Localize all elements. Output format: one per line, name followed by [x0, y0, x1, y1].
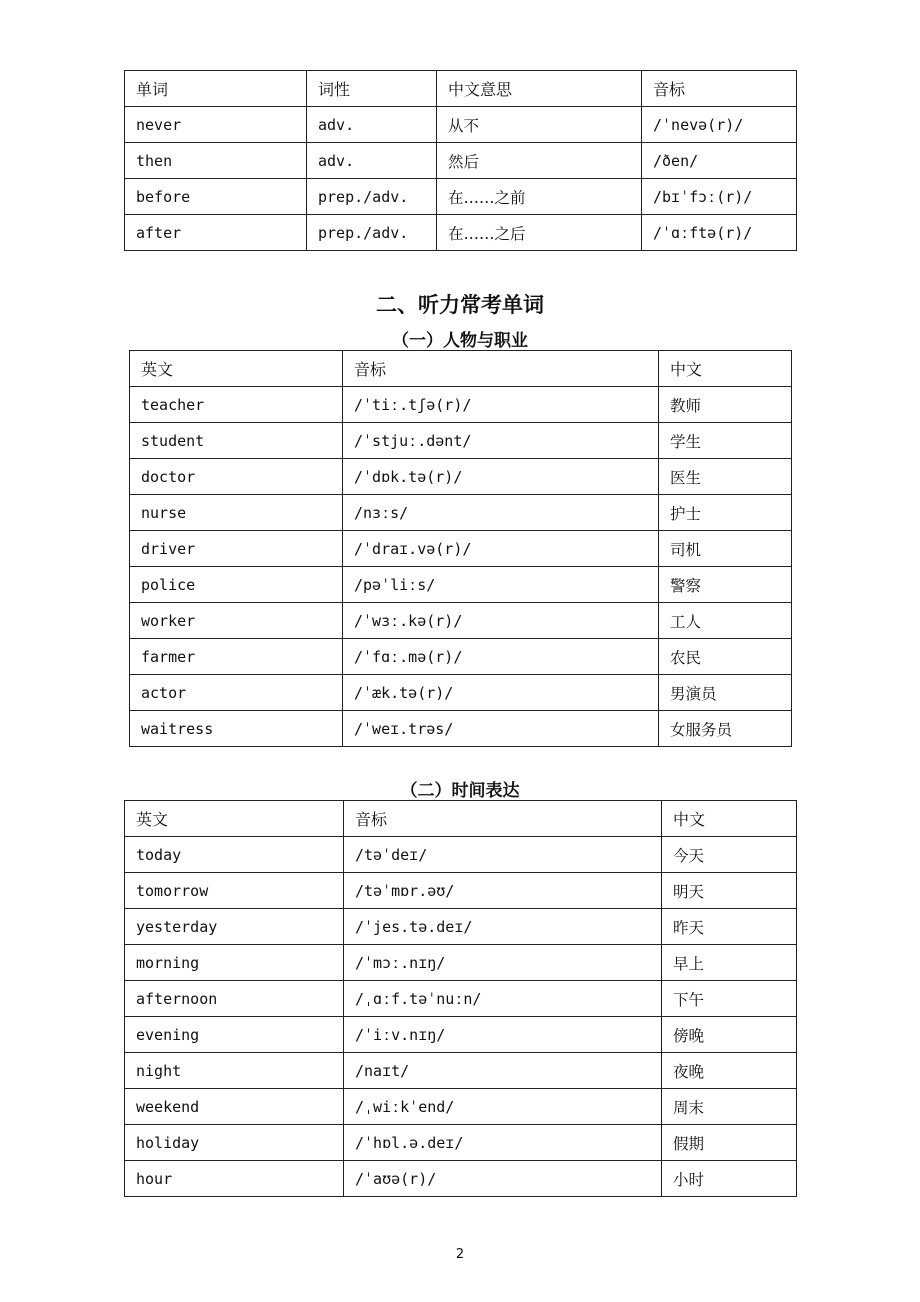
table-header-cell: 英文	[125, 801, 344, 837]
table-cell: before	[125, 179, 307, 215]
table-row	[130, 387, 792, 423]
table-row	[130, 423, 792, 459]
table-row	[125, 945, 797, 981]
table-cell: morning	[125, 945, 344, 981]
table-cell: police	[130, 567, 343, 603]
table-row	[130, 675, 792, 711]
table-cell: /ˈaʊə(r)/	[344, 1161, 662, 1197]
table-row	[130, 459, 792, 495]
page-number: 2	[455, 1247, 465, 1262]
table-header-cell: 音标	[343, 351, 659, 387]
vocab-table-occupations-body	[130, 351, 792, 747]
table-cell: /ˌwiːkˈend/	[344, 1089, 662, 1125]
table-cell: today	[125, 837, 344, 873]
table-row	[130, 531, 792, 567]
table-cell: 明天	[662, 873, 797, 909]
table-cell: 早上	[662, 945, 797, 981]
table-cell: adv.	[307, 107, 437, 143]
table-cell: /ˈtiː.tʃə(r)/	[343, 387, 659, 423]
table-cell: doctor	[130, 459, 343, 495]
table-cell: /ˈjes.tə.deɪ/	[344, 909, 662, 945]
table-cell: /ˈiːv.nɪŋ/	[344, 1017, 662, 1053]
table-cell: /təˈmɒr.əʊ/	[344, 873, 662, 909]
table-cell: student	[130, 423, 343, 459]
vocab-table-time	[124, 800, 797, 1197]
table-header-cell: 词性	[307, 71, 437, 107]
table-row	[125, 873, 797, 909]
table-cell: /təˈdeɪ/	[344, 837, 662, 873]
table-cell: 男演员	[659, 675, 792, 711]
table-cell: 夜晚	[662, 1053, 797, 1089]
table-cell: hour	[125, 1161, 344, 1197]
table-cell: /ˈdraɪ.və(r)/	[343, 531, 659, 567]
table-cell: 医生	[659, 459, 792, 495]
table-cell: /ˈnevə(r)/	[642, 107, 797, 143]
table-cell: /bɪˈfɔː(r)/	[642, 179, 797, 215]
table-cell: 傍晚	[662, 1017, 797, 1053]
table-row	[130, 639, 792, 675]
table-header-row	[125, 71, 797, 107]
table-row	[125, 1125, 797, 1161]
table-cell: 农民	[659, 639, 792, 675]
table-cell: yesterday	[125, 909, 344, 945]
table-header-cell: 中文	[662, 801, 797, 837]
table-cell: 然后	[437, 143, 642, 179]
table-cell: /ˌɑːf.təˈnuːn/	[344, 981, 662, 1017]
table-cell: tomorrow	[125, 873, 344, 909]
table-row	[125, 107, 797, 143]
vocab-table-occupations	[129, 350, 792, 747]
table-cell: 小时	[662, 1161, 797, 1197]
table-cell: driver	[130, 531, 343, 567]
table-row	[130, 567, 792, 603]
table-cell: /pəˈliːs/	[343, 567, 659, 603]
table-cell: /ˈstjuː.dənt/	[343, 423, 659, 459]
table-cell: 下午	[662, 981, 797, 1017]
table-cell: worker	[130, 603, 343, 639]
table-cell: /ˈweɪ.trəs/	[343, 711, 659, 747]
table-row	[125, 179, 797, 215]
table-cell: 在……之后	[437, 215, 642, 251]
table-cell: 周末	[662, 1089, 797, 1125]
table-header-cell: 音标	[642, 71, 797, 107]
vocab-table-adverbs-body	[125, 71, 797, 251]
vocab-table-time-body	[125, 801, 797, 1197]
subsection-title-occupations: （一）人物与职业	[392, 331, 528, 351]
table-cell: afternoon	[125, 981, 344, 1017]
table-cell: /ˈfɑː.mə(r)/	[343, 639, 659, 675]
table-cell: never	[125, 107, 307, 143]
table-cell: 假期	[662, 1125, 797, 1161]
table-cell: then	[125, 143, 307, 179]
table-header-cell: 音标	[344, 801, 662, 837]
table-cell: /ˈdɒk.tə(r)/	[343, 459, 659, 495]
table-cell: 教师	[659, 387, 792, 423]
table-cell: /ˈɑːftə(r)/	[642, 215, 797, 251]
vocab-table-adverbs	[124, 70, 797, 251]
table-cell: 司机	[659, 531, 792, 567]
table-header-cell: 英文	[130, 351, 343, 387]
table-header-cell: 单词	[125, 71, 307, 107]
table-cell: nurse	[130, 495, 343, 531]
table-cell: 昨天	[662, 909, 797, 945]
table-cell: actor	[130, 675, 343, 711]
table-row	[130, 711, 792, 747]
table-cell: 从不	[437, 107, 642, 143]
subsection-title-time: （二）时间表达	[400, 781, 520, 801]
table-row	[125, 981, 797, 1017]
table-cell: 护士	[659, 495, 792, 531]
table-cell: 学生	[659, 423, 792, 459]
table-row	[125, 1161, 797, 1197]
table-row	[125, 1089, 797, 1125]
table-header-cell: 中文意思	[437, 71, 642, 107]
table-header-row	[130, 351, 792, 387]
table-row	[125, 837, 797, 873]
table-cell: /ˈwɜː.kə(r)/	[343, 603, 659, 639]
table-cell: adv.	[307, 143, 437, 179]
table-cell: after	[125, 215, 307, 251]
table-cell: night	[125, 1053, 344, 1089]
table-cell: /ˈæk.tə(r)/	[343, 675, 659, 711]
table-cell: waitress	[130, 711, 343, 747]
table-cell: teacher	[130, 387, 343, 423]
table-cell: /ðen/	[642, 143, 797, 179]
table-cell: weekend	[125, 1089, 344, 1125]
table-cell: 警察	[659, 567, 792, 603]
table-cell: 在……之前	[437, 179, 642, 215]
table-header-cell: 中文	[659, 351, 792, 387]
table-header-row	[125, 801, 797, 837]
table-cell: prep./adv.	[307, 179, 437, 215]
table-cell: farmer	[130, 639, 343, 675]
table-cell: 今天	[662, 837, 797, 873]
table-row	[125, 143, 797, 179]
table-row	[125, 1017, 797, 1053]
table-row	[125, 909, 797, 945]
table-cell: /ˈmɔː.nɪŋ/	[344, 945, 662, 981]
table-cell: /naɪt/	[344, 1053, 662, 1089]
table-cell: 工人	[659, 603, 792, 639]
table-row	[130, 495, 792, 531]
table-row	[125, 215, 797, 251]
table-cell: /ˈhɒl.ə.deɪ/	[344, 1125, 662, 1161]
table-cell: /nɜːs/	[343, 495, 659, 531]
section-title: 二、听力常考单词	[376, 293, 544, 317]
table-cell: evening	[125, 1017, 344, 1053]
table-cell: 女服务员	[659, 711, 792, 747]
table-row	[125, 1053, 797, 1089]
table-cell: holiday	[125, 1125, 344, 1161]
table-row	[130, 603, 792, 639]
table-cell: prep./adv.	[307, 215, 437, 251]
